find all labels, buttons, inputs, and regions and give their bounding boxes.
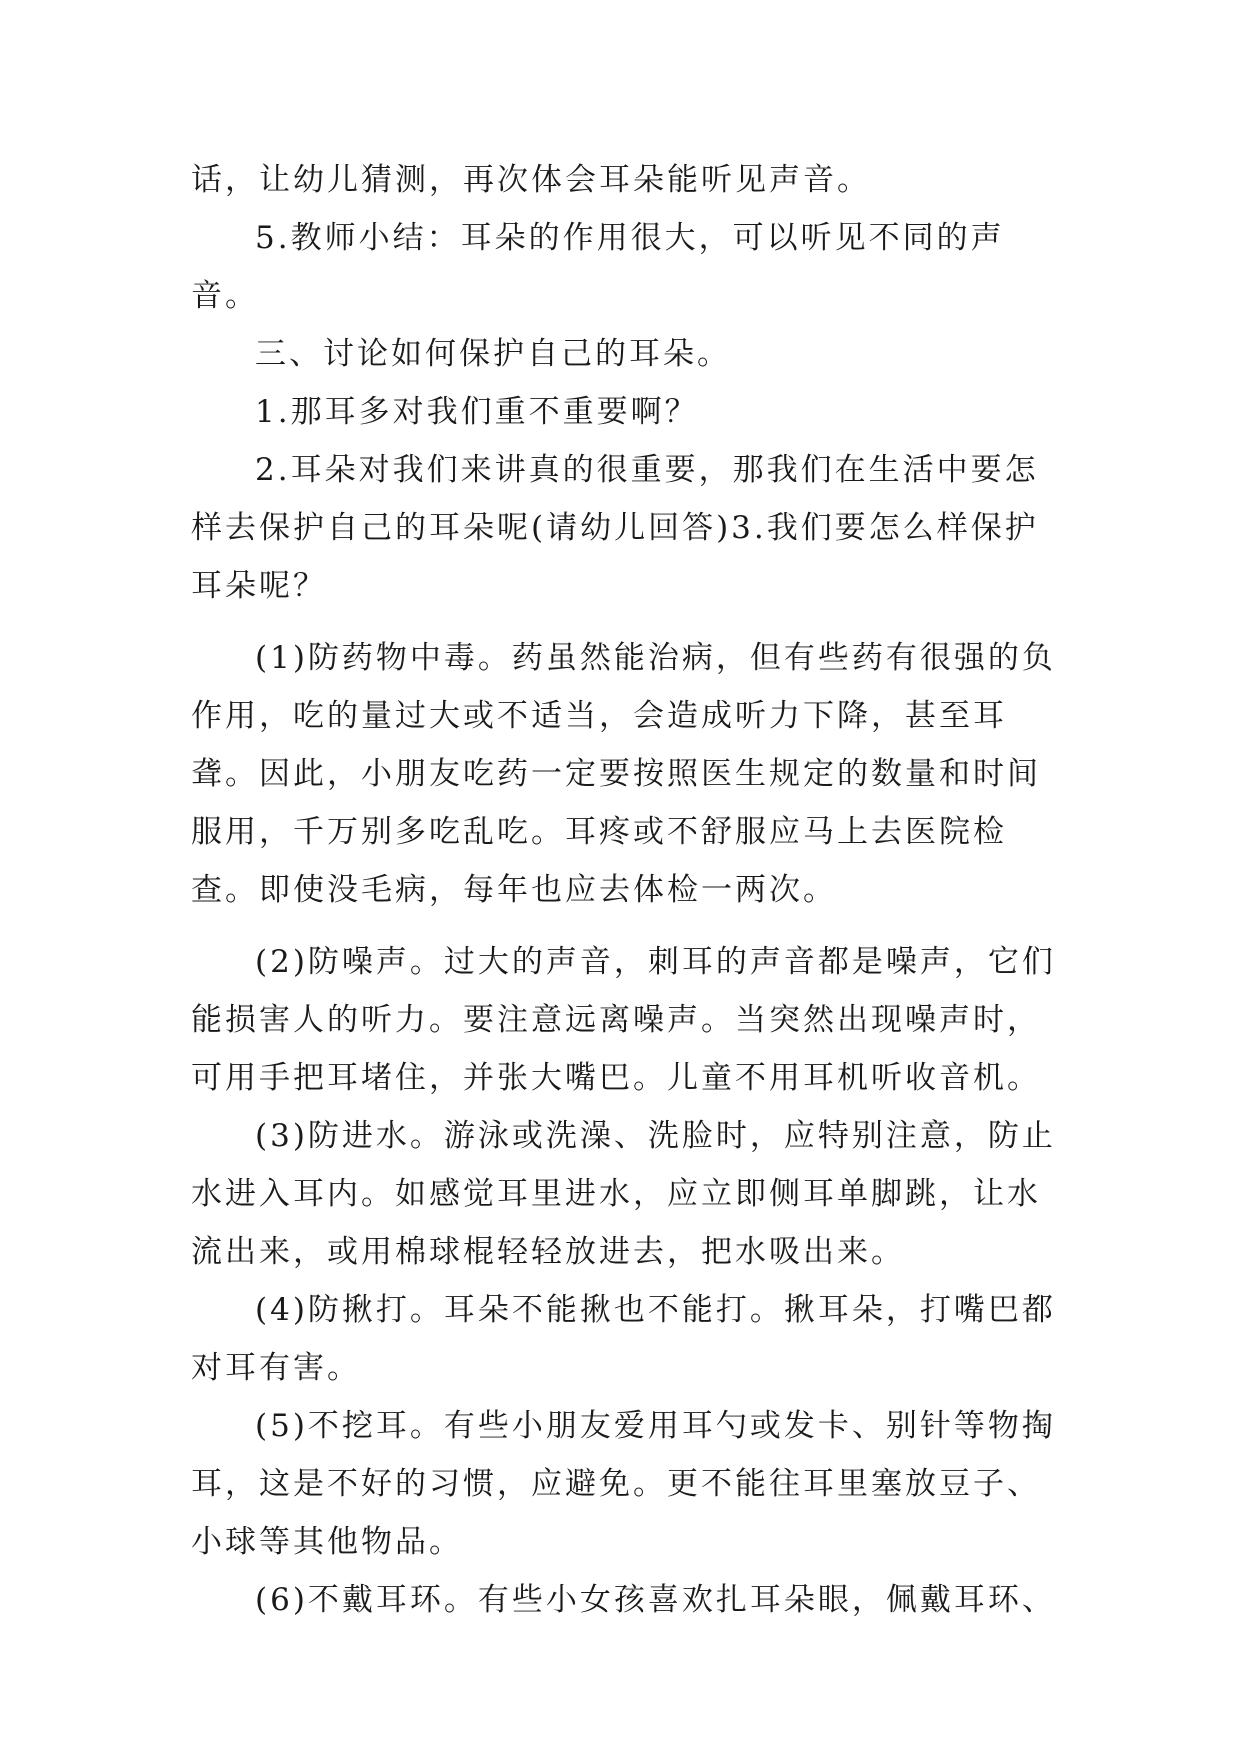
paragraph-question-2-3: 2.耳朵对我们来讲真的很重要，那我们在生活中要怎样去保护自己的耳朵呢(请幼儿回答)3.我们要怎么样保护耳朵呢？: [191, 452, 1039, 604]
paragraph-item-5-digging: (5)不挖耳。有些小朋友爱用耳勺或发卡、别针等物掏耳，这是不好的习惯，应避免。更不能往耳里塞放豆子、小球等其他物品。: [191, 1408, 1056, 1560]
section-heading-protect-ears: 三、讨论如何保护自己的耳朵。: [255, 336, 731, 372]
paragraph-item-3-water: (3)防进水。游泳或洗澡、洗脸时，应特别注意，防止水进入耳内。如感觉耳里进水，应立即侧耳单脚跳，让水流出来，或用棉球棍轻轻放进去，把水吸出来。: [191, 1118, 1056, 1270]
paragraph-continuation: 话，让幼儿猜测，再次体会耳朵能听见声音。: [191, 162, 871, 198]
paragraph-item-4-hitting: (4)防揪打。耳朵不能揪也不能打。揪耳朵，打嘴巴都对耳有害。: [191, 1292, 1056, 1386]
paragraph-item-2-noise: (2)防噪声。过大的声音，刺耳的声音都是噪声，它们能损害人的听力。要注意远离噪声。当突然出现噪声时，可用手把耳堵住，并张大嘴巴。儿童不用耳机听收音机。: [191, 944, 1056, 1096]
document-body: [191, 151, 1071, 1629]
paragraph-item-6-earrings: (6)不戴耳环。有些小女孩喜欢扎耳朵眼，佩戴耳环、: [255, 1582, 1056, 1618]
paragraph-teacher-summary: 5.教师小结：耳朵的作用很大，可以听见不同的声音。: [191, 220, 1005, 314]
paragraph-question-1: 1.那耳多对我们重不重要啊？: [255, 394, 699, 430]
paragraph-item-1-drugs: (1)防药物中毒。药虽然能治病，但有些药有很强的负作用，吃的量过大或不适当，会造成听力下降，甚至耳聋。因此，小朋友吃药一定要按照医生规定的数量和时间服用，千万别多吃乱吃。耳疼或不舒服应马上去医院检查。即使没毛病，每年也应去体检一两次。: [191, 640, 1056, 908]
